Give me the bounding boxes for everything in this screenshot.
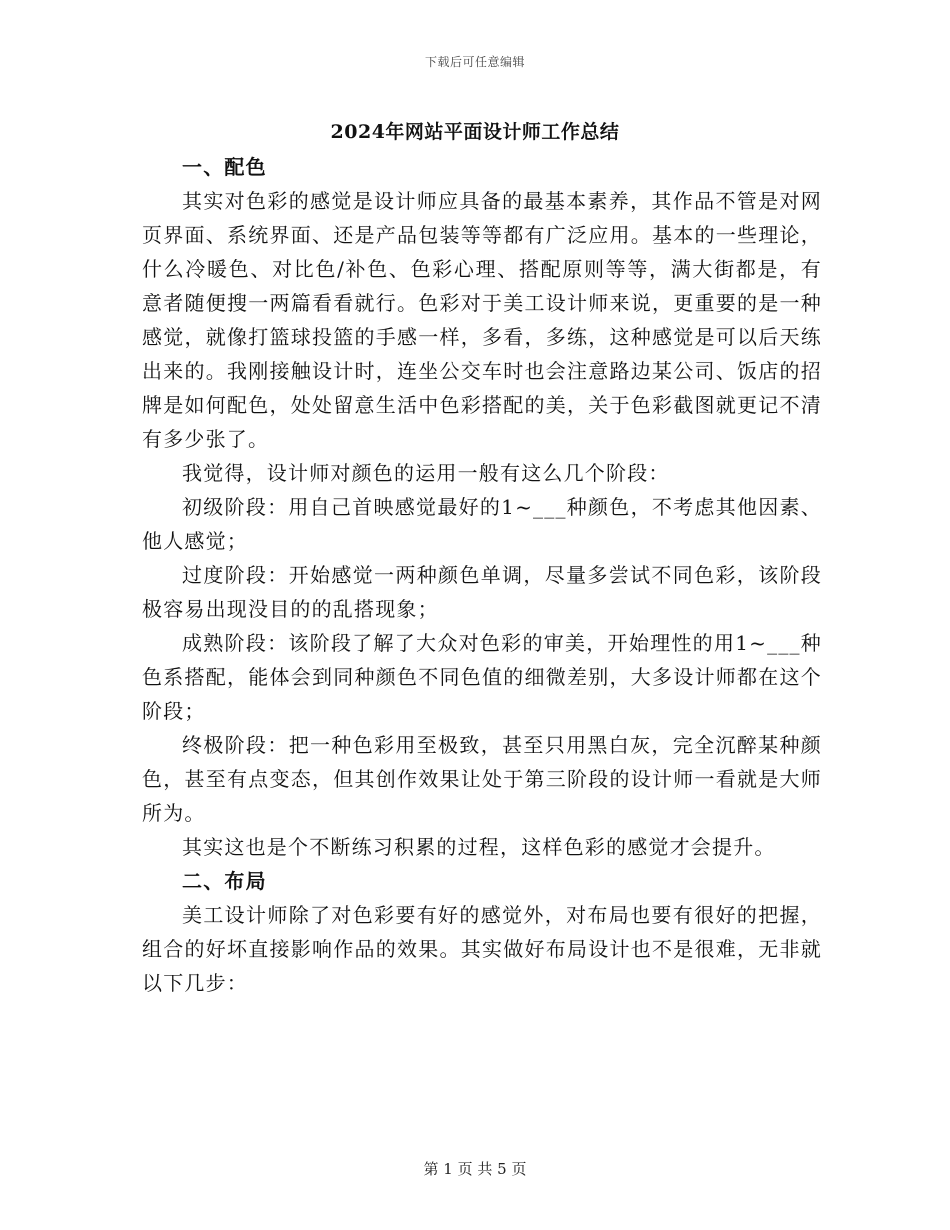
section-heading-color: 一、配色 (182, 155, 267, 179)
paragraph-layout-intro: 美工设计师除了对色彩要有好的感觉外，对布局也要有很好的把握，组合的好坏直接影响作品的效果。其实做好布局设计也不是很难，无非就以下几步： (142, 903, 822, 995)
document-body (142, 150, 822, 1000)
paragraph-stage-mature: 成熟阶段：该阶段了解了大众对色彩的审美，开始理性的用1~___种色系搭配，能体会到同种颜色不同色值的细微差别，大多设计师都在这个阶段； (142, 631, 822, 723)
page-footer: 第 1 页 共 5 页 (423, 1160, 527, 1178)
section-heading-layout: 二、布局 (182, 869, 267, 893)
header-note: 下载后可任意编辑 (424, 55, 525, 69)
paragraph-stage-ultimate: 终极阶段：把一种色彩用至极致，甚至只用黑白灰，完全沉醉某种颜色，甚至有点变态，但其创作效果让处于第三阶段的设计师一看就是大师所为。 (142, 733, 822, 825)
paragraph-stage-beginner: 初级阶段：用自己首映感觉最好的1~___种颜色，不考虑其他因素、他人感觉； (142, 495, 822, 553)
paragraph-color-summary: 其实这也是个不断练习积累的过程，这样色彩的感觉才会提升。 (182, 835, 776, 859)
paragraph-stage-transition: 过度阶段：开始感觉一两种颜色单调，尽量多尝试不同色彩，该阶段极容易出现没目的的乱搭现象； (142, 563, 822, 621)
paragraph-stages-intro: 我觉得，设计师对颜色的运用一般有这么几个阶段： (182, 461, 670, 485)
paragraph-color-intro: 其实对色彩的感觉是设计师应具备的最基本素养，其作品不管是对网页界面、系统界面、还是产品包装等等都有广泛应用。基本的一些理论，什么冷暖色、对比色/补色、色彩心理、搭配原则等等，满大街都是，有意者随便搜一两篇看看就行。色彩对于美工设计师来说，更重要的是一种感觉，就像打篮球投篮的手感一样，多看，多练，这种感觉是可以后天练出来的。我刚接触设计时，连坐公交车时也会注意路边某公司、饭店的招牌是如何配色，处处留意生活中色彩搭配的美，关于色彩截图就更记不清有多少张了。 (142, 189, 822, 451)
document-title: 2024年网站平面设计师工作总结 (330, 121, 620, 143)
